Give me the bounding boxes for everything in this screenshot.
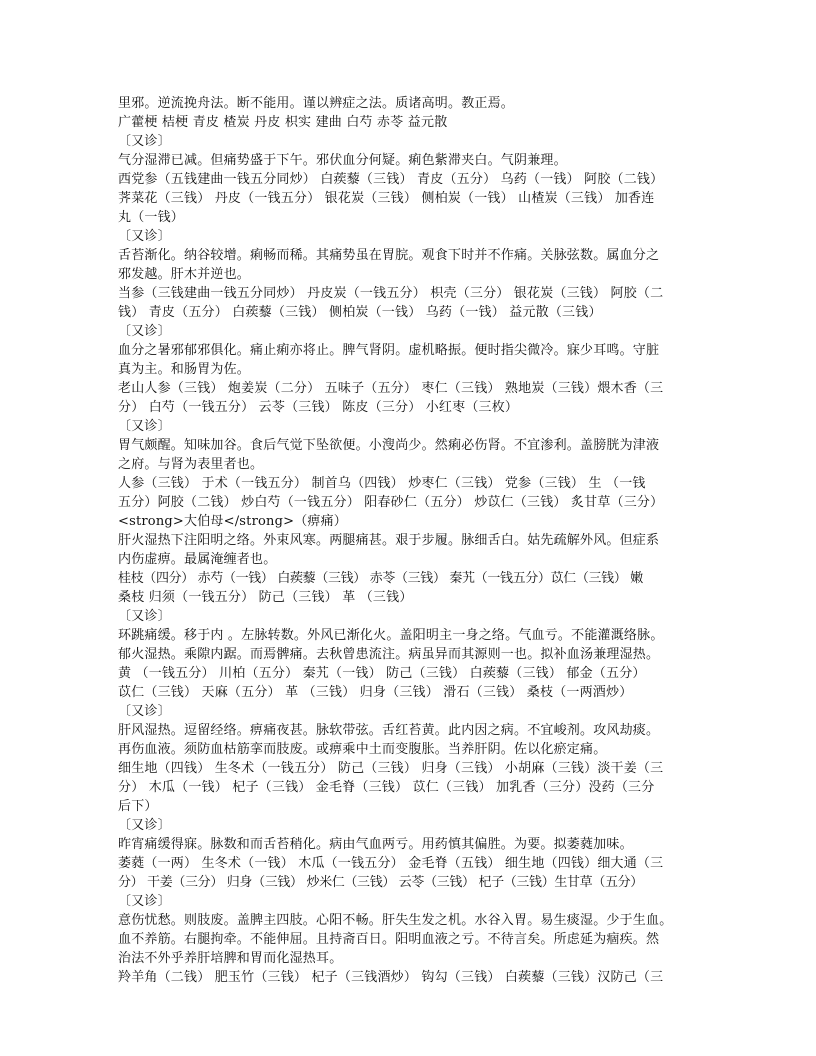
text-line: 昨宵痛缓得寐。脉数和而舌苔稍化。病由气血两亏。用药慎其偏胜。为要。拟萎蕤加味。 (118, 837, 633, 852)
text-line: 桑枝 归须（一钱五分） 防己（三钱） 革 （三钱） (118, 590, 413, 605)
text-line: 萎蕤（一两） 生冬术（一钱） 木瓜（一钱五分） 金毛脊（五钱） 细生地（四钱）细大通（三 (118, 856, 664, 871)
text-line: 郁火湿热。乘隙内踞。而焉髀痛。去秋曾患流注。病虽异而其源则一也。拟补血汤兼理湿热。 (118, 647, 660, 662)
text-line: 〔又诊〕 (118, 609, 171, 624)
document-body (118, 94, 700, 987)
text-line: 治法不外乎养肝培脾和胃而化湿热耳。 (118, 951, 343, 966)
text-line: 意伤忧愁。则肢废。盖脾主四肢。心阳不畅。肝失生发之机。水谷入胃。易生痰湿。少于生血。 (118, 913, 673, 928)
text-line: <strong>大伯母</strong>（痹痛） (118, 514, 348, 529)
text-line: 分） 木瓜（一钱） 杞子（三钱） 金毛脊（三钱） 苡仁（三钱） 加乳香（三分）没药（三分 (118, 780, 655, 795)
text-line: 舌苔渐化。纳谷较增。痢畅而稀。其痛势虽在胃脘。观食下时并不作痛。关脉弦数。属血分之 (118, 248, 660, 263)
text-line: 〔又诊〕 (118, 324, 171, 339)
text-line: 肝火湿热下注阳明之络。外束风寒。两腿痛甚。艰于步履。脉细舌白。姑先疏解外风。但症系 (118, 533, 660, 548)
text-line: 真为主。和肠胃为佐。 (118, 362, 251, 377)
text-line: 血不养筋。右腿拘牵。不能伸屈。且持斋百日。阳明血液之亏。不待言矣。所虑延为痼疾。然 (118, 932, 660, 947)
text-line: 之府。与肾为表里者也。 (118, 457, 264, 472)
text-line: 邪发越。肝木并逆也。 (118, 267, 251, 282)
text-line: 分） 干姜（三分） 归身（三钱） 炒米仁（三钱） 云苓（三钱） 杞子（三钱）生甘草（五分） (118, 875, 643, 890)
text-line: 〔又诊〕 (118, 818, 171, 833)
text-line: 气分湿滞已减。但痛势盛于下午。邪伏血分何疑。痢色紫滞夹白。气阴兼理。 (118, 153, 567, 168)
text-line: 人参（三钱） 于术（一钱五分） 制首乌（四钱） 炒枣仁（三钱） 党参（三钱） 生 （一钱 (118, 476, 646, 491)
text-line: 当参（三钱建曲一钱五分同炒） 丹皮炭（一钱五分） 枳壳（三分） 银花炭（三钱） 阿胶（二 (118, 286, 664, 301)
text-line: 〔又诊〕 (118, 419, 171, 434)
text-line: 羚羊角（二钱） 肥玉竹（三钱） 杞子（三钱酒炒） 钩勾（三钱） 白蒺藜（三钱）汉防己（三 (118, 970, 664, 985)
text-line: 黄 （一钱五分） 川柏（五分） 秦艽（一钱） 防己（三钱） 白蒺藜（三钱） 郁金（五分） (118, 666, 646, 681)
text-line: 肝风湿热。逗留经络。痹痛夜甚。脉软带弦。舌红苔黄。此内因之病。不宜峻剂。攻风劫痰。 (118, 723, 660, 738)
text-line: 丸（一钱） (118, 210, 185, 225)
text-line: 〔又诊〕 (118, 229, 171, 244)
text-line: 老山人参（三钱） 炮姜炭（二分） 五味子（五分） 枣仁（三钱） 熟地炭（三钱）煨木香（三 (118, 381, 664, 396)
text-line: 广藿梗 桔梗 青皮 楂炭 丹皮 枳实 建曲 白芍 赤苓 益元散 (118, 115, 448, 130)
text-line: 钱） 青皮（五分） 白蒺藜（三钱） 侧柏炭（一钱） 乌药（一钱） 益元散（三钱） (118, 305, 602, 320)
text-line: 血分之暑邪郁邪俱化。痛止痢亦将止。脾气肾阴。虚机略振。便时指尖微冷。寐少耳鸣。守脏 (118, 343, 660, 358)
text-line: 再伤血液。须防血枯筋挛而肢废。或痹乘中土而变腹胀。当养肝阴。佐以化瘀定痛。 (118, 742, 607, 757)
text-line: 〔又诊〕 (118, 894, 171, 909)
text-line: 苡仁（三钱） 天麻（五分） 革 （三钱） 归身（三钱） 滑石（三钱） 桑枝（一两酒炒） (118, 685, 633, 700)
text-line: 内伤虚痹。最属淹缠者也。 (118, 552, 277, 567)
text-line: 里邪。逆流挽舟法。断不能用。谨以辨症之法。质诸高明。教正焉。 (118, 96, 515, 111)
text-line: 〔又诊〕 (118, 704, 171, 719)
text-line: 荠菜花（三钱） 丹皮（一钱五分） 银花炭（三钱） 侧柏炭（一钱） 山楂炭（三钱） 加香连 (118, 191, 655, 206)
text-line: 环跳痛缓。移于内 。左脉转数。外风已渐化火。盖阳明主一身之络。气血亏。不能灌溉络脉。 (118, 628, 664, 643)
text-line: 五分）阿胶（二钱） 炒白芍（一钱五分） 阳春砂仁（五分） 炒苡仁（三钱） 炙甘草（三分） (118, 495, 664, 510)
text-line: 〔又诊〕 (118, 134, 171, 149)
text-line: 西党参（五钱建曲一钱五分同炒） 白蒺藜（三钱） 青皮（五分） 乌药（一钱） 阿胶（二钱） (118, 172, 664, 187)
text-line: 桂枝（四分） 赤芍（一钱） 白蒺藜（三钱） 赤苓（三钱） 秦艽（一钱五分）苡仁（三钱） 嫩 (118, 571, 643, 586)
text-line: 后下） (118, 799, 158, 814)
text-line: 分） 白芍（一钱五分） 云苓（三钱） 陈皮（三分） 小红枣（三枚） (118, 400, 519, 415)
text-line: 细生地（四钱） 生冬术（一钱五分） 防己（三钱） 归身（三钱） 小胡麻（三钱）淡干姜（三 (118, 761, 664, 776)
text-line: 胃气颇醒。知味加谷。食后气觉下坠欲便。小溲尚少。然痢必伤肾。不宜渗利。盖膀胱为津液 (118, 438, 660, 453)
